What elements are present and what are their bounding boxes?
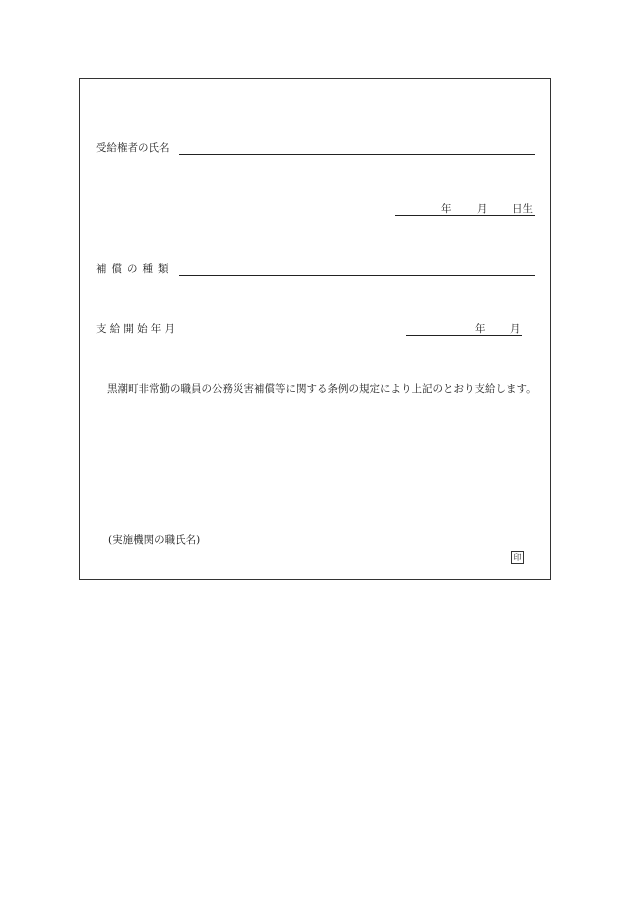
birth-month-label: 月	[477, 203, 488, 215]
agency-official-label: (実施機関の職氏名)	[108, 534, 201, 546]
seal-mark: 印	[511, 551, 524, 564]
payment-start-line	[406, 335, 522, 336]
compensation-kind-label: 補償の種類	[96, 263, 174, 275]
recipient-name-label: 受給権者の氏名	[96, 142, 170, 154]
payment-start-month-label: 月	[510, 323, 521, 335]
birth-date-line	[395, 215, 535, 216]
birth-year-label: 年	[441, 203, 452, 215]
recipient-name-line	[179, 154, 535, 155]
payment-start-label: 支給開始年月	[96, 323, 179, 335]
birth-day-label: 日生	[512, 203, 533, 215]
payment-statement: 黒潮町非常勤の職員の公務災害補償等に関する条例の規定により上記のとおり支給します。	[107, 383, 537, 395]
compensation-kind-line	[179, 275, 535, 276]
payment-start-year-label: 年	[475, 323, 486, 335]
form-frame	[79, 78, 551, 580]
